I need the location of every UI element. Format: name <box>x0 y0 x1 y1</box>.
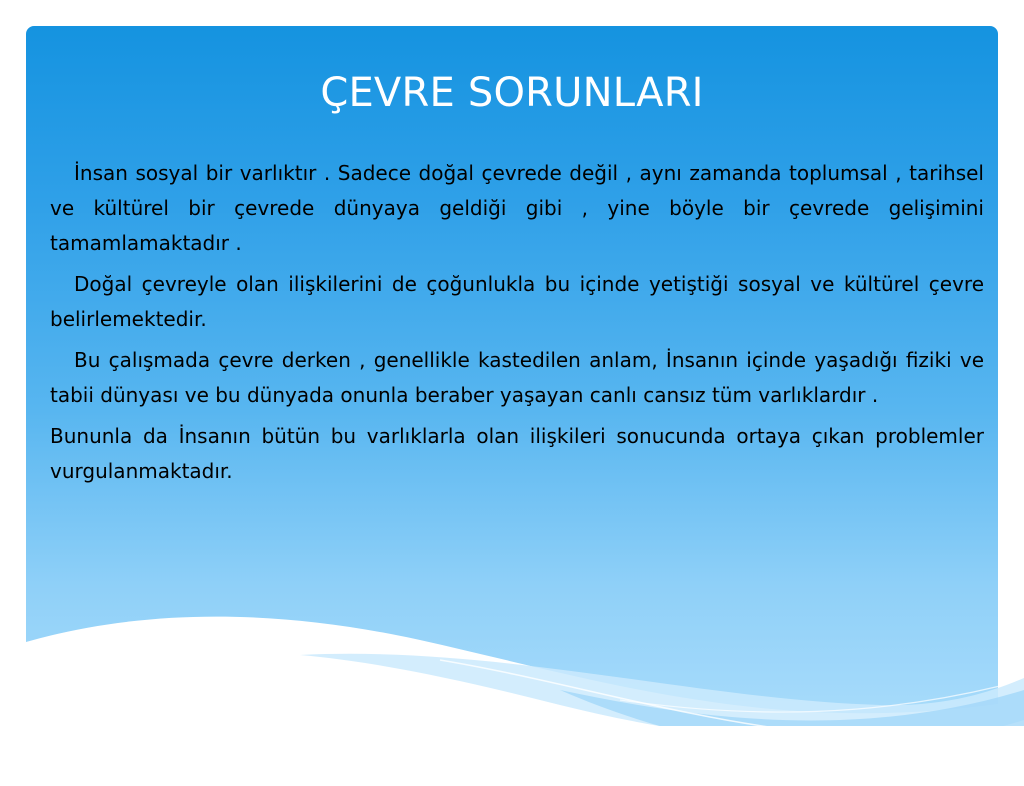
paragraph-1: İnsan sosyal bir varlıktır . Sadece doğal çevrede değil , aynı zamanda toplumsal , tarihsel ve kültürel bir çevrede dünyaya geldiği gibi , yine böyle bir çevrede gelişimini tamamlamaktadır . <box>50 161 984 255</box>
paragraph-4: Bununla da İnsanın bütün bu varlıklarla olan ilişkileri sonucunda ortaya çıkan problemler vurgulanmaktadır. <box>50 424 984 483</box>
slide-body <box>50 156 984 495</box>
paragraph-3: Bu çalışmada çevre derken , genellikle kastedilen anlam, İnsanın içinde yaşadığı fiziki ve tabii dünyası ve bu dünyada onunla beraber yaşayan canlı cansız tüm varlıklardır . <box>50 348 984 407</box>
bottom-white-fill <box>0 726 1024 786</box>
paragraph-2: Doğal çevreyle olan ilişkilerini de çoğunlukla bu içinde yetiştiği sosyal ve kültürel çevre belirlemektedir. <box>50 272 984 331</box>
slide-title: ÇEVRE SORUNLARI <box>320 70 704 116</box>
